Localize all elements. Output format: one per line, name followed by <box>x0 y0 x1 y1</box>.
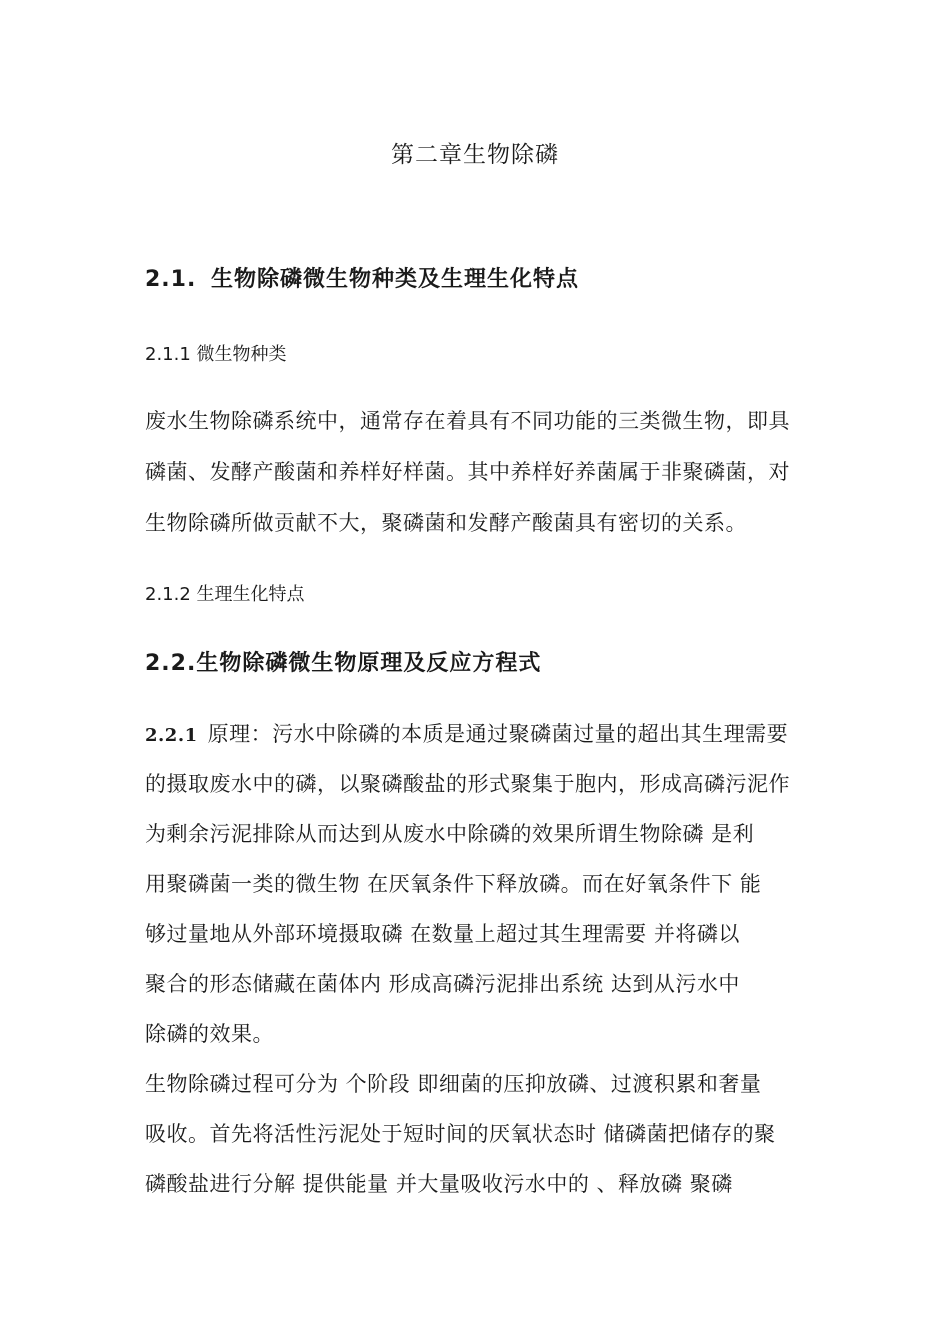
paragraph-line: 用聚磷菌一类的微生物 在厌氧条件下释放磷。而在好氧条件下 能 <box>145 872 762 896</box>
paragraph-line: 聚合的形态储藏在菌体内 形成高磷污泥排出系统 达到从污水中 <box>145 972 740 996</box>
paragraph-line: 生物除磷所做贡献不大，聚磷菌和发酵产酸菌具有密切的关系。 <box>145 511 747 535</box>
paragraph-line: 够过量地从外部环境摄取磷 在数量上超过其生理需要 并将磷以 <box>145 922 740 946</box>
paragraph-line-text: 原理：污水中除磷的本质是通过聚磷菌过量的超出其生理需要 <box>207 722 789 746</box>
paragraph-line: 吸收。首先将活性污泥处于短时间的厌氧状态时 储磷菌把储存的聚 <box>145 1122 776 1146</box>
section-2-1-number: 2.1. <box>145 267 197 292</box>
paragraph-line: 磷酸盐进行分解 提供能量 并大量吸收污水中的 、释放磷 聚磷 <box>145 1172 733 1196</box>
paragraph-line: 除磷的效果。 <box>145 1022 274 1046</box>
paragraph-line: 为剩余污泥排除从而达到从废水中除磷的效果所谓生物除磷 是利 <box>145 822 755 846</box>
chapter-title: 第二章生物除磷 <box>391 142 559 168</box>
paragraph-line: 废水生物除磷系统中，通常存在着具有不同功能的三类微生物，即具 <box>145 409 790 433</box>
section-2-1-heading <box>145 262 579 293</box>
section-2-2-heading: 2.2.生物除磷微生物原理及反应方程式 <box>145 651 542 676</box>
paragraph-line: 的摄取废水中的磷，以聚磷酸盐的形式聚集于胞内，形成高磷污泥作 <box>145 772 790 796</box>
subsection-2-2-1-number: 2.2.1 <box>145 725 198 746</box>
subsection-2-1-2-heading: 2.1.2 生理生化特点 <box>145 584 305 605</box>
section-2-1-title: 生物除磷微生物种类及生理生化特点 <box>211 267 580 292</box>
paragraph-line: 磷菌、发酵产酸菌和养样好样菌。其中养样好养菌属于非聚磷菌，对 <box>145 460 790 484</box>
subsection-2-1-1-heading: 2.1.1 微生物种类 <box>145 344 287 365</box>
paragraph-line-first <box>145 718 788 748</box>
paragraph-line: 生物除磷过程可分为 个阶段 即细菌的压抑放磷、过渡积累和奢量 <box>145 1072 762 1096</box>
